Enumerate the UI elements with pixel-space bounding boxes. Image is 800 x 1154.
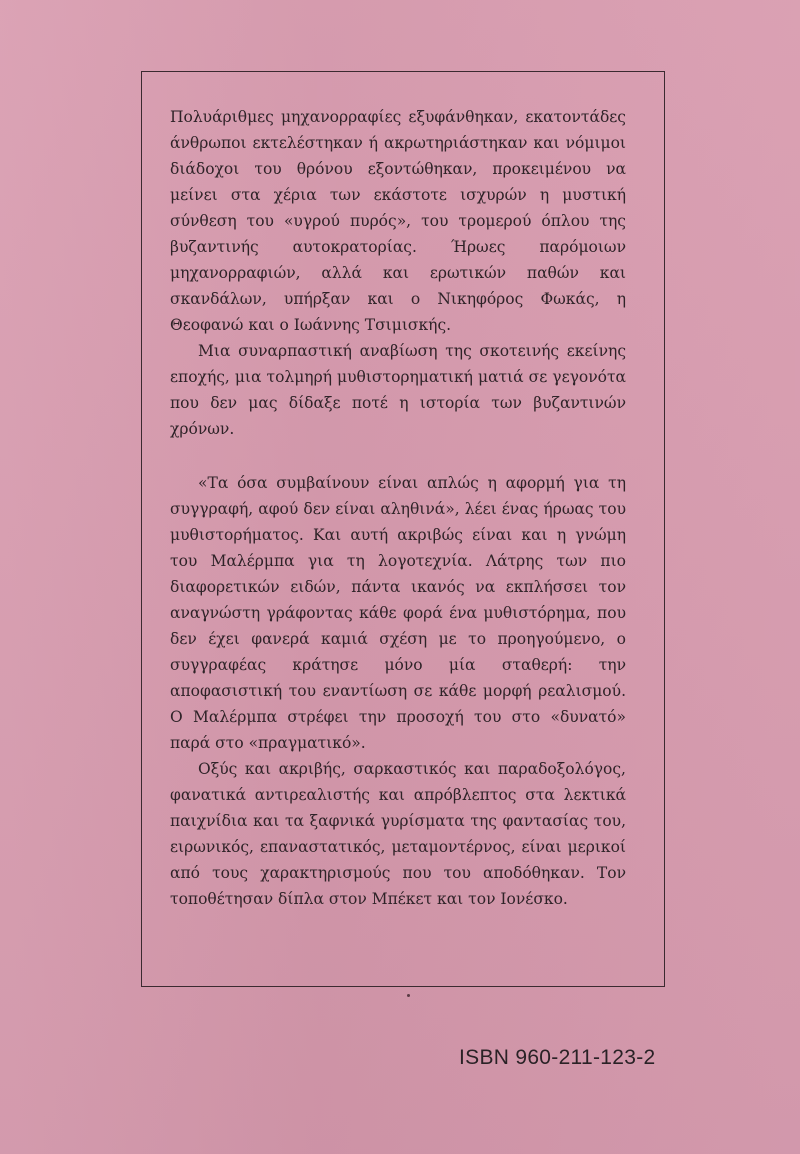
paper-speck (407, 994, 410, 997)
blurb-text-block (170, 104, 626, 912)
blurb-paragraph-1: Πολυάριθμες μηχανορραφίες εξυφάνθηκαν, εκατοντάδες άνθρωποι εκτελέστηκαν ή ακρωτηριάστηκαν και νόμιμοι διάδοχοι του θρόνου εξοντώθηκαν, προκειμένου να μείνει στα χέρια των εκάστοτε ισχυρών η μυστική σύνθεση του «υγρού πυρός», του τρομερού όπλου της βυζαντινής αυτοκρατορίας. Ήρωες παρόμοιων μηχανορραφιών, αλλά και ερωτικών παθών και σκανδάλων, υπήρξαν και ο Νικηφόρος Φωκάς, η Θεοφανώ και ο Ιωάννης Τσιμισκής. (170, 108, 626, 334)
isbn-number: ISBN 960-211-123-2 (459, 1046, 656, 1069)
blurb-paragraph-3: «Τα όσα συμβαίνουν είναι απλώς η αφορμή για τη συγγραφή, αφού δεν είναι αληθινά», λέει ένας ήρωας του μυθιστορήματος. Και αυτή ακριβώς είναι και η γνώμη του Μαλέρμπα για τη λογοτεχνία. Λάτρης των πιο διαφορετικών ειδών, πάντα ικανός να εκπλήσσει τον αναγνώστη γράφοντας κάθε φορά ένα μυθιστόρημα, που δεν έχει φανερά καμιά σχέση με το προηγούμενο, ο συγγραφέας κράτησε μόνο μία σταθερή: την αποφασιστική του εναντίωση σε κάθε μορφή ρεαλισμού. Ο Μαλέρμπα στρέφει την προσοχή του στο «δυνατό» παρά στο «πραγματικό». (170, 474, 626, 752)
paragraph-gap (170, 442, 626, 470)
blurb-paragraph-2: Μια συναρπαστική αναβίωση της σκοτεινής εκείνης εποχής, μια τολμηρή μυθιστορηματική ματιά σε γεγονότα που δεν μας δίδαξε ποτέ η ιστορία των βυζαντινών χρόνων. (170, 342, 626, 438)
blurb-paragraph-4: Οξύς και ακριβής, σαρκαστικός και παραδοξολόγος, φανατικά αντιρεαλιστής και απρόβλεπτος στα λεκτικά παιχνίδια και τα ξαφνικά γυρίσματα της φαντασίας του, ειρωνικός, επαναστατικός, μεταμοντέρνος, είναι μερικοί από τους χαρακτηρισμούς που του αποδόθηκαν. Τον τοποθέτησαν δίπλα στον Μπέκετ και τον Ιονέσκο. (170, 760, 626, 908)
